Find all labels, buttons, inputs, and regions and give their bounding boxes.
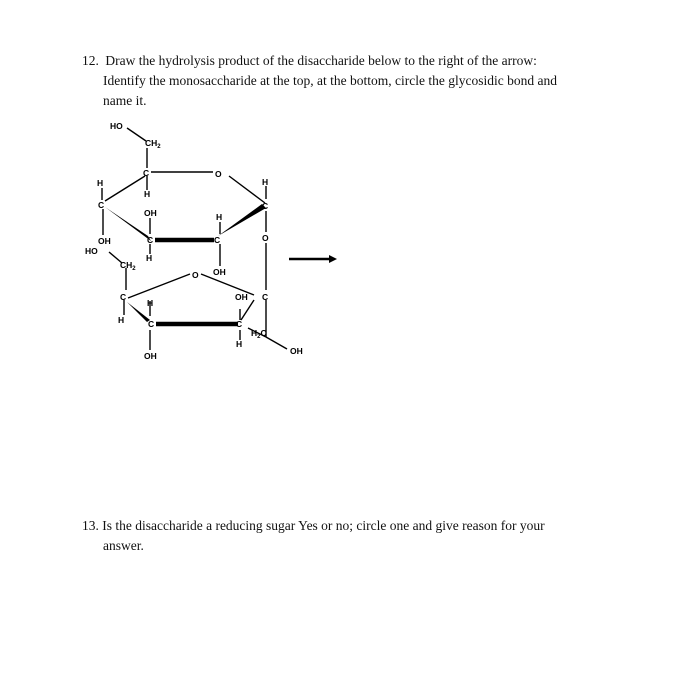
label-h-mid-right: H (216, 212, 223, 222)
question-13-number: 13. (82, 518, 99, 533)
label-oh-left: OH (98, 236, 111, 246)
label-c-right: C (262, 292, 269, 302)
bottom-ring-labels (118, 260, 303, 361)
label-h2c: $H_2C$ (251, 328, 267, 340)
label-oh-mid: OH (144, 208, 157, 218)
label-c-top: C (143, 168, 150, 178)
label-h-top-right: H (262, 177, 269, 187)
label-h-mid-left-bottom: H (146, 253, 153, 263)
label-c-mid-right: C (214, 235, 221, 245)
label-c-mid-right-bottom: C (236, 319, 243, 329)
label-h-top-left: H (97, 178, 104, 188)
label-ch2-bottom: $CH_2$ (120, 260, 136, 272)
question-13-line2: answer. (103, 538, 144, 553)
label-c-top-right: C (262, 201, 269, 211)
top-wedge-right (218, 204, 266, 236)
label-h-mid-right-bottom: H (236, 339, 243, 349)
label-h-top-bottom: H (147, 298, 154, 308)
label-o-link: O (262, 233, 269, 243)
label-c-mid-left-bottom: C (148, 319, 155, 329)
label-ho-top: HO (110, 121, 123, 131)
label-c-top-left: C (98, 200, 105, 210)
label-h-top-under: H (144, 189, 151, 199)
label-oh-mid-right: OH (213, 267, 226, 277)
label-o-ring-top: O (215, 169, 222, 179)
question-12-number: 12. (82, 53, 99, 68)
label-ho-left: HO (85, 246, 98, 256)
question-13-text1: Is the disaccharide a reducing sugar Yes or no; circle one and give reason for your (102, 518, 545, 533)
question-13 (82, 516, 642, 556)
question-12-line2: Identify the monosaccharide at the top, at the bottom, circle the glycosidic bond and (103, 73, 557, 88)
label-oh-right: OH (235, 292, 248, 302)
bottom-ring-bonds (124, 274, 287, 350)
label-oh-end: OH (290, 346, 303, 356)
label-c-bottom-left: C (120, 292, 127, 302)
label-oh-bottom: OH (144, 351, 157, 361)
question-12-line3: name it. (103, 93, 147, 108)
question-13-line1 (82, 516, 642, 536)
top-ring-labels (85, 121, 269, 277)
label-ch2-top: $CH_2$ (145, 138, 161, 150)
label-h-bottom-left: H (118, 315, 125, 325)
label-o-ring-bottom: O (192, 270, 199, 280)
label-c-mid-left: C (147, 235, 154, 245)
question-12-text1: Draw the hydrolysis product of the disaccharide below to the right of the arrow: (105, 53, 537, 68)
